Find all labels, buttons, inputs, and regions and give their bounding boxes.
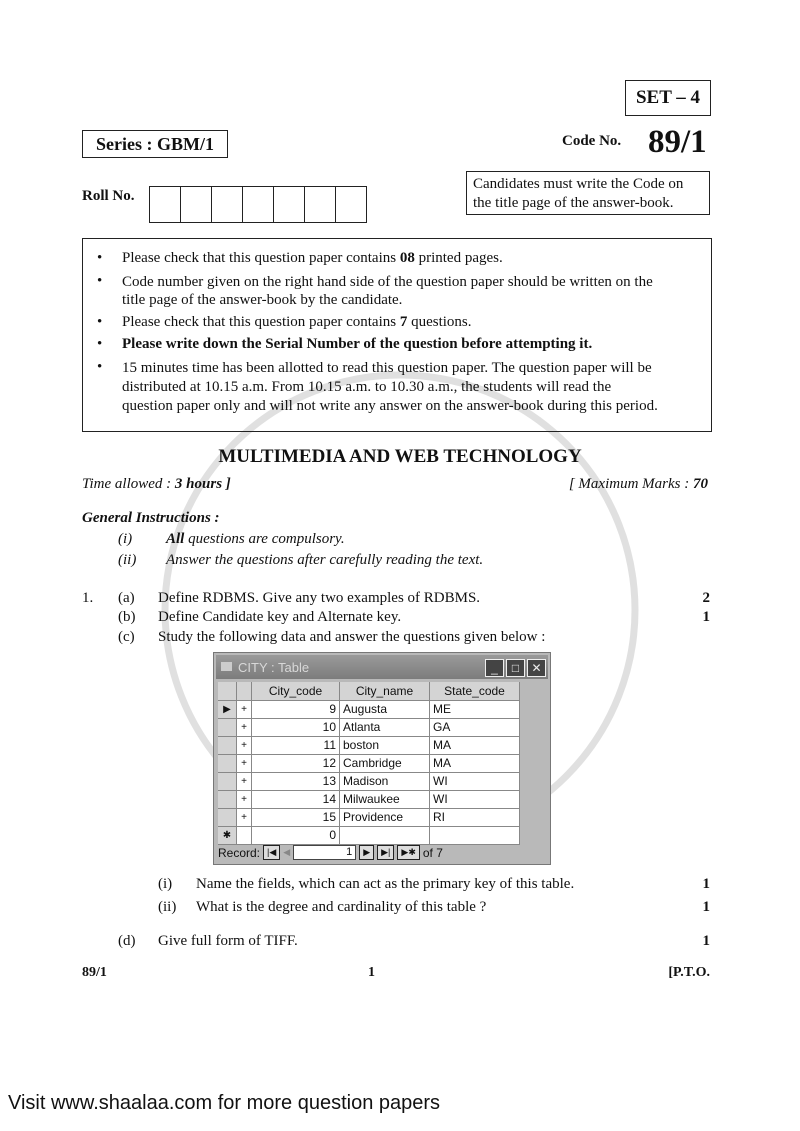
table-row[interactable]: + 13 Madison WI xyxy=(218,773,520,791)
question-text: Define RDBMS. Give any two examples of RDBMS. xyxy=(158,590,481,606)
next-record-icon[interactable]: ▶ xyxy=(359,845,374,860)
minimize-icon[interactable]: _ xyxy=(485,659,504,677)
column-header[interactable]: City_code xyxy=(252,682,340,700)
marks: 1 xyxy=(702,933,710,949)
note-line: Candidates must write the Code on xyxy=(473,176,684,192)
paper-title: MULTIMEDIA AND WEB TECHNOLOGY xyxy=(218,446,582,467)
question-text: Define Candidate key and Alternate key. xyxy=(158,609,402,625)
part-label: (c) xyxy=(118,629,135,645)
part-label: (d) xyxy=(118,933,136,949)
item-number: (ii) xyxy=(118,552,137,568)
marks: 2 xyxy=(702,590,710,606)
table-icon xyxy=(221,662,232,671)
previous-record-icon[interactable]: ◀ xyxy=(283,847,291,857)
shaalaa-banner-link[interactable]: Visit www.shaalaa.com for more question papers xyxy=(8,1092,441,1114)
column-header[interactable]: State_code xyxy=(430,682,520,700)
code-number: 89/1 xyxy=(648,124,707,160)
marks: 1 xyxy=(702,609,710,625)
record-label: Record: xyxy=(218,845,261,860)
record-total: of 7 xyxy=(422,845,443,860)
new-record-row[interactable]: ✱ 0 xyxy=(218,827,520,845)
instruction-3: Please check that this question paper contains 7 questions. xyxy=(122,314,472,330)
general-item-2: Answer the questions after carefully reading the text. xyxy=(166,552,484,568)
expand-icon: + xyxy=(237,755,252,772)
pto: [P.T.O. xyxy=(668,965,710,980)
general-instructions-heading: General Instructions : xyxy=(82,510,220,526)
current-record-icon: ▶ xyxy=(218,701,237,718)
record-navigator xyxy=(218,844,546,861)
close-icon[interactable]: ✕ xyxy=(527,659,546,677)
footer-code: 89/1 xyxy=(82,965,107,980)
set-badge: SET – 4 xyxy=(625,80,711,116)
city-table-window xyxy=(213,652,551,865)
instruction-1: Please check that this question paper contains 08 printed pages. xyxy=(122,250,503,266)
time-allowed: Time allowed : 3 hours ] xyxy=(82,476,231,492)
datasheet-grid xyxy=(218,682,520,845)
instructions-box: • Please check that this question paper contains 08 printed pages. • Code number given on the right hand side of the question paper should be written on the title page of the answer-book by the candidate. • Please check that this question paper contains 7 questions. • Please write down the Serial Number of the question before attempting it. • 15 minutes time has been allotted to read this question paper. The question paper will be distributed at 10.15 a.m. From 10.15 a.m. to 10.30 a.m., the students will read the question paper only and will not write any answer on the answer-book during this period. xyxy=(82,238,712,432)
candidates-note xyxy=(466,171,710,215)
question-text: Give full form of TIFF. xyxy=(158,933,298,949)
new-record-nav-icon[interactable]: ▶✱ xyxy=(397,845,419,860)
table-row[interactable]: + 12 Cambridge MA xyxy=(218,755,520,773)
question-text: What is the degree and cardinality of this table ? xyxy=(196,899,487,915)
sub-label: (i) xyxy=(158,876,173,892)
first-record-icon[interactable]: |◀ xyxy=(263,845,280,860)
table-row[interactable]: + 15 Providence RI xyxy=(218,809,520,827)
expand-icon: + xyxy=(237,773,252,790)
window-title: CITY : Table xyxy=(238,660,310,675)
instruction-2: Code number given on the right hand side of the question paper should be written on the title page of the answer-book by the candidate. xyxy=(122,274,653,308)
question-text: Name the fields, which can act as the primary key of this table. xyxy=(196,876,575,892)
expand-icon: + xyxy=(237,701,252,718)
general-item-1: All questions are compulsory. xyxy=(166,531,345,547)
part-label: (a) xyxy=(118,590,135,606)
table-row[interactable]: + 10 Atlanta GA xyxy=(218,719,520,737)
instruction-5: 15 minutes time has been allotted to read this question paper. The question paper will be distributed at 10.15 a.m. From 10.15 a.m. to 10.30 a.m., the students will read the question paper only and will not write any answer on the answer-book during this period. xyxy=(122,360,658,414)
roll-number-boxes[interactable] xyxy=(149,186,367,223)
new-record-icon: ✱ xyxy=(218,827,237,844)
instruction-4: Please write down the Serial Number of the question before attempting it. xyxy=(122,336,593,352)
expand-icon: + xyxy=(237,719,252,736)
table-row[interactable]: + 11 boston MA xyxy=(218,737,520,755)
code-label: Code No. xyxy=(562,133,622,149)
last-record-icon[interactable]: ▶| xyxy=(377,845,394,860)
item-number: (i) xyxy=(118,531,133,547)
question-text: Study the following data and answer the questions given below : xyxy=(158,629,546,645)
window-title-bar xyxy=(216,655,548,679)
maximize-icon[interactable]: □ xyxy=(506,659,525,677)
header-row xyxy=(218,682,520,701)
table-row[interactable]: ▶ + 9 Augusta ME xyxy=(218,701,520,719)
record-number-input[interactable]: 1 xyxy=(293,845,356,860)
sub-label: (ii) xyxy=(158,899,177,915)
expand-icon: + xyxy=(237,791,252,808)
note-line: the title page of the answer-book. xyxy=(473,195,674,211)
marks: 1 xyxy=(702,876,710,892)
column-header[interactable]: City_name xyxy=(340,682,430,700)
marks: 1 xyxy=(702,899,710,915)
roll-label: Roll No. xyxy=(82,188,135,204)
expand-icon: + xyxy=(237,737,252,754)
part-label: (b) xyxy=(118,609,136,625)
page-number: 1 xyxy=(368,965,375,980)
maximum-marks: [ Maximum Marks : 70 xyxy=(568,476,708,492)
expand-icon: + xyxy=(237,809,252,826)
question-number: 1. xyxy=(82,590,94,606)
table-row[interactable]: + 14 Milwaukee WI xyxy=(218,791,520,809)
series-badge: Series : GBM/1 xyxy=(82,130,228,158)
